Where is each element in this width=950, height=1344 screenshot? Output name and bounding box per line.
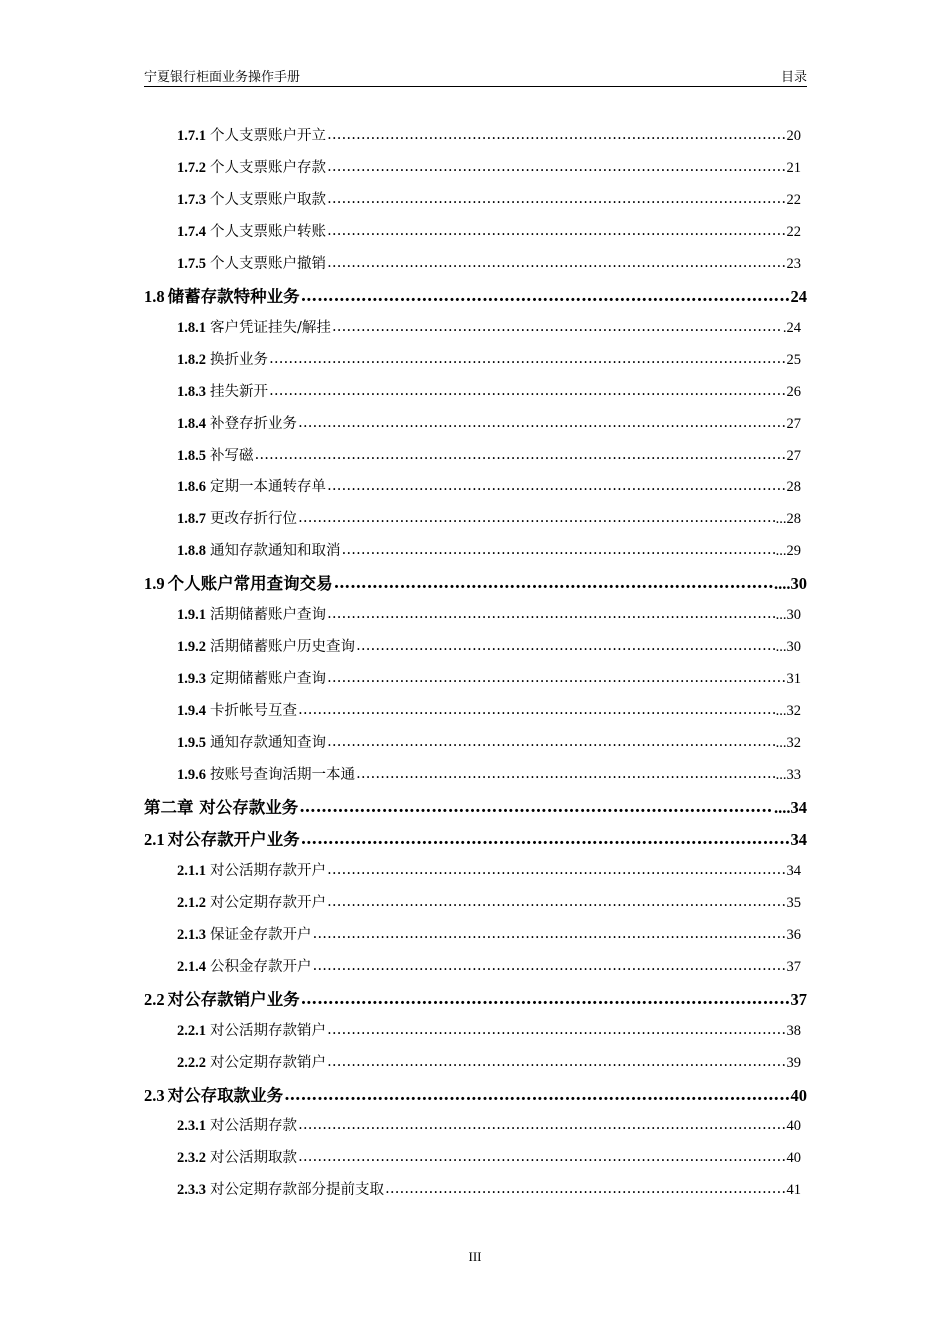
toc-subsection-entry[interactable] [177,507,801,528]
toc-entry-title: 对公活期取款 [210,1150,297,1167]
toc-dot-leader [327,862,786,878]
toc-entry-title: 对公定期存款销户 [210,1054,326,1071]
toc-subsection-entry[interactable] [177,348,801,369]
toc-section-entry[interactable] [144,794,807,818]
toc-dot-leader [327,191,786,207]
toc-dot-leader [313,926,786,942]
toc-subsection-entry[interactable] [177,699,801,720]
toc-entry-number: 1.7.5 [177,255,206,272]
toc-subsection-entry[interactable] [177,188,801,209]
toc-subsection-entry[interactable] [177,1114,801,1135]
toc-subsection-entry[interactable] [177,891,801,912]
toc-entry-title: 按账号查询活期一本通 [210,767,355,783]
page-header [144,66,807,87]
toc-entry-page: 22 [786,191,801,208]
toc-entry-page: 25 [786,351,801,368]
toc-entry-title: 对公活期存款 [210,1118,297,1135]
toc-entry-page: 22 [786,223,801,240]
toc-subsection-entry[interactable] [177,156,801,177]
toc-dot-leader [327,127,786,143]
toc-entry-number: 1.9.5 [177,735,206,752]
toc-entry-page: ...30 [775,607,801,624]
toc-entry-number: 1.7.2 [177,159,206,176]
toc-entry-page: 41 [786,1182,801,1199]
toc-dot-leader [327,670,786,686]
toc-entry-page: .24 [782,319,801,336]
toc-entry-number: 1.8.2 [177,351,206,368]
toc-dot-leader [313,958,786,974]
toc-entry-page: 36 [786,926,801,943]
toc-entry-title: 个人支票账户取款 [210,191,326,208]
toc-entry-page: 40 [786,1118,801,1135]
toc-entry-page: 27 [786,415,801,432]
toc-entry-page: 35 [786,894,801,911]
toc-dot-leader [327,223,786,239]
toc-subsection-entry[interactable] [177,444,801,465]
toc-entry-title: 通知存款通知和取消 [210,543,341,560]
toc-dot-leader [327,478,786,494]
toc-entry-page: 34 [786,862,801,879]
toc-entry-page: ...32 [775,703,801,720]
toc-dot-leader [356,638,775,654]
toc-dot-leader [298,1117,786,1133]
toc-subsection-entry[interactable] [177,955,801,976]
toc-subsection-entry[interactable] [177,1146,801,1167]
toc-entry-number: 1.9.6 [177,767,206,783]
toc-entry-title: 个人支票账户开立 [210,128,326,144]
toc-dot-leader [298,510,775,526]
toc-subsection-entry[interactable] [177,1051,801,1072]
toc-entry-number: 2.2.1 [177,1022,206,1039]
toc-entry-title: 储蓄存款特种业务 [167,286,300,306]
toc-entry-title: 通知存款通知查询 [210,735,326,752]
toc-entry-page: 28 [786,479,801,496]
toc-dot-leader [301,829,790,848]
toc-section-entry[interactable] [144,986,807,1010]
toc-entry-title: 第二章 对公存款业务 [144,797,299,817]
toc-entry-title: 挂失新开 [210,383,268,400]
toc-entry-page: ...29 [775,543,801,560]
toc-dot-leader [327,255,786,271]
toc-entry-title: 对公存款开户业务 [167,829,300,849]
toc-section-entry[interactable] [144,826,807,850]
toc-entry-page: 21 [786,159,801,176]
toc-entry-title: 换折业务 [210,351,268,368]
toc-entry-title: 客户凭证挂失/解挂 [210,319,331,336]
toc-entry-page: 31 [786,671,801,688]
toc-dot-leader [298,702,775,718]
toc-dot-leader [327,1054,786,1070]
toc-entry-number: 1.7.1 [177,128,206,144]
toc-entry-number: 2.3.3 [177,1182,206,1199]
toc-dot-leader [332,319,782,335]
toc-entry-number: 1.8.1 [177,319,206,336]
toc-entry-number: 1.8.5 [177,447,206,464]
toc-entry-title: 保证金存款开户 [210,926,312,943]
toc-entry-title: 对公存款销户业务 [167,989,300,1009]
toc-subsection-entry[interactable] [177,124,801,145]
toc-dot-leader [385,1181,786,1197]
toc-subsection-entry[interactable] [177,252,801,273]
toc-dot-leader [299,797,773,816]
toc-entry-page: 24 [790,286,807,306]
toc-entry-title: 活期储蓄账户历史查询 [210,639,355,656]
toc-entry-title: 个人支票账户撤销 [210,255,326,272]
toc-dot-leader [269,383,786,399]
toc-entry-number: 2.1.1 [177,862,206,879]
toc-entry-number: 1.9.2 [177,639,206,656]
toc-dot-leader [298,1149,786,1165]
toc-entry-page: 38 [786,1022,801,1039]
toc-entry-number: 1.7.3 [177,191,206,208]
toc-entry-number: 1.9.3 [177,671,206,688]
toc-entry-title: 对公定期存款部分提前支取 [210,1182,384,1199]
toc-dot-leader [298,415,786,431]
toc-entry-title: 个人账户常用查询交易 [167,574,333,594]
toc-entry-number: 1.8.4 [177,415,206,432]
toc-entry-number: 2.1 [144,829,165,849]
toc-entry-title: 公积金存款开户 [210,958,312,975]
toc-entry-title: 定期储蓄账户查询 [210,671,326,688]
toc-entry-number: 2.1.2 [177,894,206,911]
toc-entry-number: 2.2 [144,989,165,1009]
toc-entry-page: ...33 [775,767,801,783]
toc-dot-leader [334,573,773,592]
toc-entry-number: 1.8.7 [177,511,206,528]
toc-entry-number: 1.8.6 [177,479,206,496]
toc-entry-page: 23 [786,255,801,272]
toc-dot-leader [301,989,790,1008]
toc-subsection-entry[interactable] [177,475,801,496]
toc-subsection-entry[interactable] [177,412,801,433]
toc-subsection-entry[interactable] [177,731,801,752]
toc-dot-leader [327,734,775,750]
toc-entry-page: ....34 [774,797,807,817]
toc-entry-page: 40 [790,1085,807,1105]
toc-entry-title: 更改存折行位 [210,511,297,528]
toc-entry-page: ...30 [775,639,801,656]
toc-entry-page: 27 [786,447,801,464]
toc-entry-title: 对公存取款业务 [167,1085,284,1105]
header-title: 宁夏银行柜面业务操作手册 [144,70,301,85]
toc-entry-number: 1.9.1 [177,607,206,624]
toc-entry-page: 26 [786,383,801,400]
toc-entry-title: 对公活期存款销户 [210,1022,326,1039]
toc-entry-number: 1.8 [144,286,165,306]
toc-entry-title: 定期一本通转存单 [210,479,326,496]
toc-section-entry[interactable] [144,1082,807,1106]
toc-entry-title: 活期储蓄账户查询 [210,607,326,624]
toc-entry-title: 对公活期存款开户 [210,862,326,879]
toc-dot-leader [327,606,775,622]
toc-entry-number: 1.7.4 [177,223,206,240]
toc-entry-number: 2.3.2 [177,1150,206,1167]
toc-subsection-entry[interactable] [177,316,801,337]
toc-dot-leader [327,894,786,910]
toc-entry-page: 37 [790,989,807,1009]
toc-entry-page: 20 [786,128,801,144]
toc-entry-number: 2.3.1 [177,1118,206,1135]
toc-entry-page: 37 [786,958,801,975]
toc-subsection-entry[interactable] [177,859,801,880]
toc-entry-page: 34 [790,829,807,849]
toc-entry-page: 39 [786,1054,801,1071]
page-number: III [468,1249,482,1264]
toc-subsection-entry[interactable] [177,635,801,656]
toc-subsection-entry[interactable] [177,1178,801,1199]
toc-subsection-entry[interactable] [177,539,801,560]
toc-entry-number: 1.8.3 [177,383,206,400]
toc-entry-title: 补登存折业务 [210,415,297,432]
toc-dot-leader [342,542,775,558]
toc-entry-page: ....30 [774,574,807,594]
toc-section-entry[interactable] [144,283,807,307]
toc-subsection-entry[interactable] [177,220,801,241]
toc-entry-number: 1.9.4 [177,703,206,720]
toc-entry-title: 补写磁 [210,447,254,464]
toc-subsection-entry[interactable] [177,667,801,688]
toc-entry-number: 1.9 [144,574,165,594]
toc-dot-leader [327,159,786,175]
toc-entry-title: 对公定期存款开户 [210,894,326,911]
toc-entry-number: 2.1.3 [177,926,206,943]
toc-dot-leader [269,351,786,367]
toc-entry-number: 1.8.8 [177,543,206,560]
toc-entry-number: 2.1.4 [177,958,206,975]
toc-dot-leader [301,286,790,305]
toc-subsection-entry[interactable] [177,380,801,401]
toc-section-entry[interactable] [144,570,807,594]
toc-subsection-entry[interactable] [177,923,801,944]
toc-entry-title: 个人支票账户存款 [210,159,326,176]
toc-entry-number: 2.3 [144,1085,165,1105]
toc-dot-leader [356,766,775,782]
header-section: 目录 [780,70,807,85]
toc-entry-title: 个人支票账户转账 [210,223,326,240]
toc-dot-leader [284,1085,789,1104]
toc-entry-page: 40 [786,1150,801,1167]
toc-entry-page: ...28 [775,511,801,528]
toc-entry-title: 卡折帐号互查 [210,703,297,720]
toc-subsection-entry[interactable] [177,763,801,784]
toc-subsection-entry[interactable] [177,603,801,624]
toc-subsection-entry[interactable] [177,1019,801,1040]
toc-entry-number: 2.2.2 [177,1054,206,1071]
toc-dot-leader [327,1022,786,1038]
toc-dot-leader [255,447,786,463]
toc-entry-page: ...32 [775,735,801,752]
